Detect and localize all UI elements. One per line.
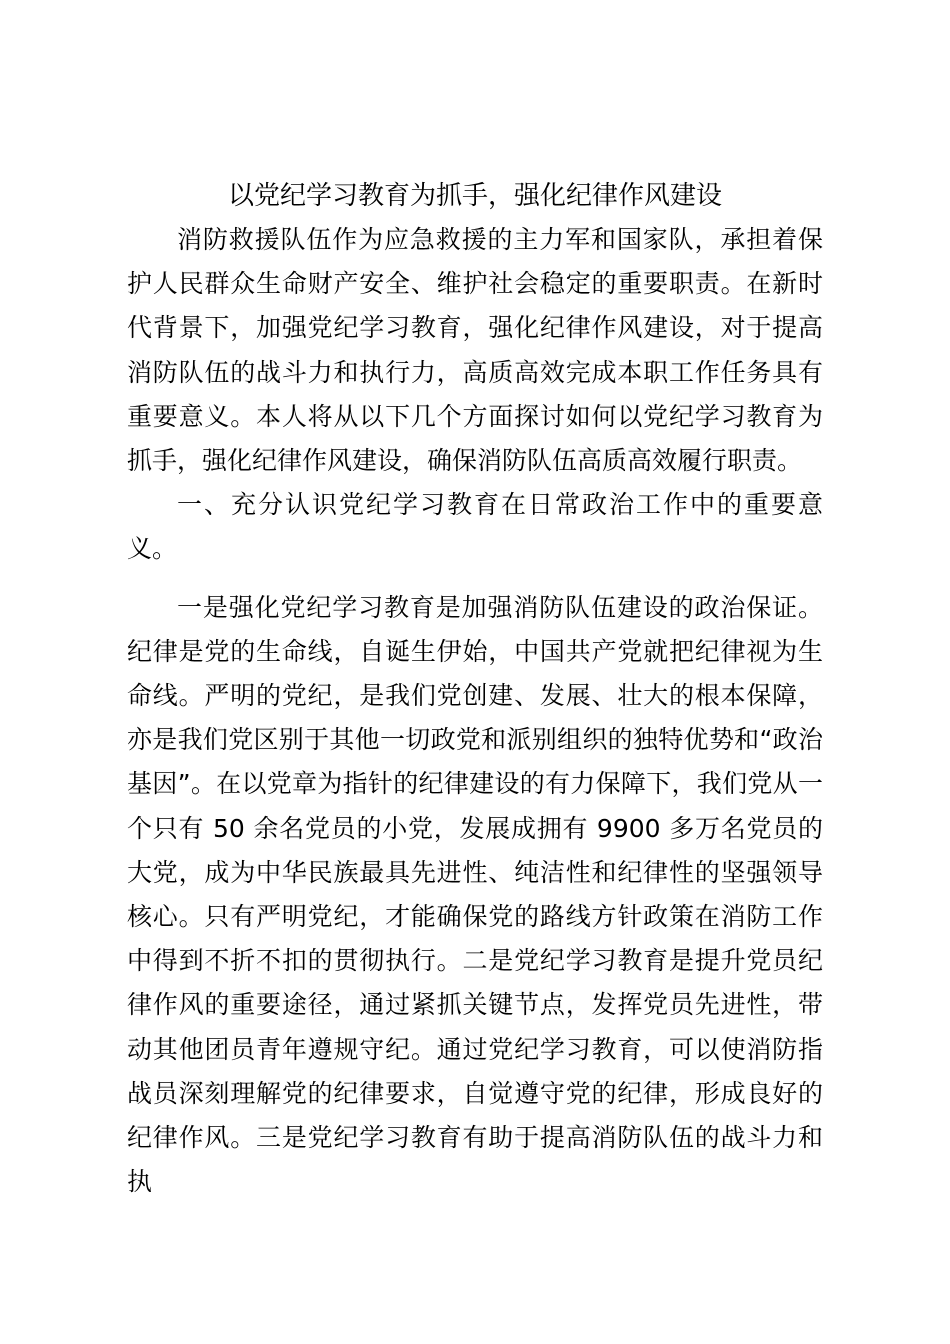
- document-title: 以党纪学习教育为抓手，强化纪律作风建设: [227, 181, 722, 211]
- body-paragraph: 一是强化党纪学习教育是加强消防队伍建设的政治保证。纪律是党的生命线，自诞生伊始，中国共产党就把纪律视为生命线。严明的党纪，是我们党创建、发展、壮大的根本保障，亦是我们党区别于其他一切政党和派别组织的独特优势和“政治基因”。在以党章为指针的纪律建设的有力保障下，我们党从一个只有 50 余名党员的小党，发展成拥有 9900 多万名党员的大党，成为中华民族最具先进性、纯洁性和纪律性的坚强领导核心。只有严明党纪，才能确保党的路线方针政策在消防工作中得到不折不扣的贯彻执行。二是党纪学习教育是提升党员纪律作风的重要途径，通过紧抓关键节点，发挥党员先进性，带动其他团员青年遵规守纪。通过党纪学习教育，可以使消防指战员深刻理解党的纪律要求，自觉遵守党的纪律，形成良好的纪律作风。三是党纪学习教育有助于提高消防队伍的战斗力和执: [127, 592, 823, 1197]
- section-heading: 一、充分认识党纪学习教育在日常政治工作中的重要意义。: [127, 490, 823, 564]
- document-body: [127, 174, 823, 1204]
- intro-paragraph: 消防救援队伍作为应急救援的主力军和国家队，承担着保护人民群众生命财产安全、维护社会稳定的重要职责。在新时代背景下，加强党纪学习教育，强化纪律作风建设，对于提高消防队伍的战斗力和执行力，高质高效完成本职工作任务具有重要意义。本人将从以下几个方面探讨如何以党纪学习教育为抓手，强化纪律作风建设，确保消防队伍高质高效履行职责。: [127, 225, 823, 476]
